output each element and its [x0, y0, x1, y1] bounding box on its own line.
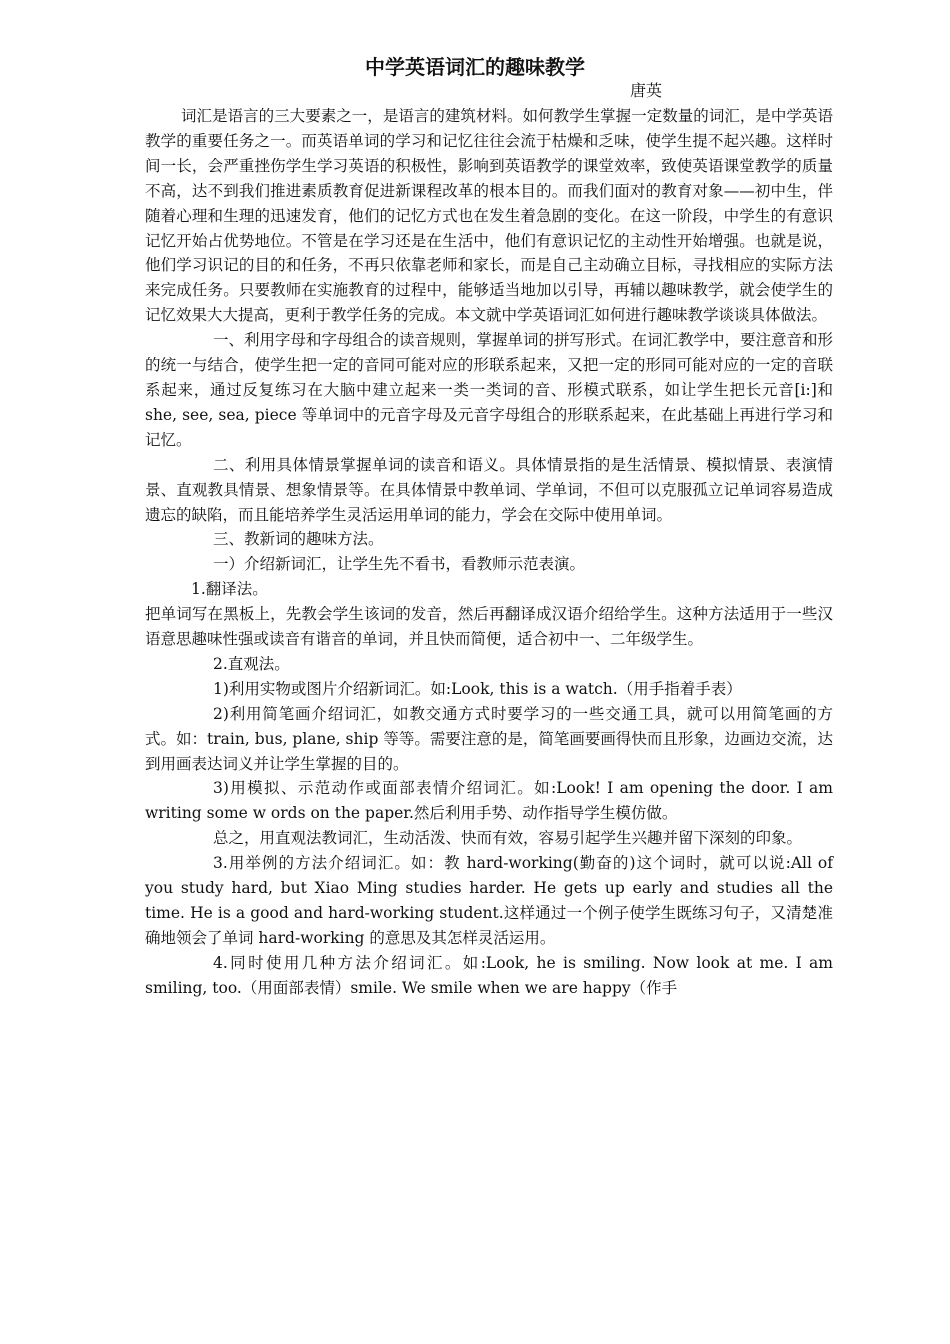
paragraph-method-combined: 4.同时使用几种方法介绍词汇。如:Look, he is smiling. Now look at me. I am smiling, too.（用面部表情）smile. We smile when we are happy（作手: [145, 953, 833, 997]
paragraph-translation-body: 把单词写在黑板上，先教会学生该词的发音，然后再翻译成汉语介绍给学生。这种方法适用于一些汉语意思趣味性强或读音有谐音的单词，并且快而简便，适合初中一、二年级学生。: [145, 605, 833, 649]
paragraph-section-1: 一、利用字母和字母组合的读音规则，掌握单词的拼写形式。在词汇教学中，要注意音和形的统一与结合，使学生把一定的音同可能对应的形联系起来，又把一定的形同可能对应的一定的音联系起来，通过反复练习在大脑中建立起来一类一类词的音、形模式联系，如让学生把长元音[i:]和 she, see, sea, piece 等单词中的元音字母及元音字母组合的形联系起来，在此基础上再进行学习和记忆。: [145, 331, 834, 449]
paragraph-method-direct: 2.直观法。: [213, 654, 290, 673]
paragraph-method-translation: 1.翻译法。: [191, 580, 268, 599]
paragraph-section-2: 二、利用具体情景掌握单词的读音和语义。具体情景指的是生活情景、模拟情景、表演情景、直观教具情景、想象情景等。在具体情景中教单词、学单词，不但可以克服孤立记单词容易造成遗忘的缺陷，而且能培养学生灵活运用单词的能力，学会在交际中使用单词。: [145, 455, 833, 524]
paragraph-summary: 总之，用直观法教词汇，生动活泼、快而有效，容易引起学生兴趣并留下深刻的印象。: [213, 829, 803, 848]
paragraph-direct-1: 1)利用实物或图片介绍新词汇。如:Look, this is a watch.（用手指着手表）: [213, 679, 742, 698]
paragraph-intro: 词汇是语言的三大要素之一，是语言的建筑材料。如何教学生掌握一定数量的词汇，是中学英语教学的重要任务之一。而英语单词的学习和记忆往往会流于枯燥和乏味，使学生提不起兴趣。这样时间一长，会严重挫伤学生学习英语的积极性，影响到英语教学的课堂效率，致使英语课堂教学的质量不高，达不到我们推进素质教育促进新课程改革的根本目的。而我们面对的教育对象——初中生，伴随着心理和生理的迅速发育，他们的记忆方式也在发生着急剧的变化。在这一阶段，中学生的有意识记忆开始占优势地位。不管是在学习还是在生活中，他们有意识记忆的主动性开始增强。也就是说，他们学习识记的目的和任务，不再只依靠老师和家长，而是自己主动确立目标，寻找相应的实际方法来完成任务。只要教师在实施教育的过程中，能够适当地加以引导，再辅以趣味教学，就会使学生的记忆效果大大提高，更利于教学任务的完成。本文就中学英语词汇如何进行趣味教学谈谈具体做法。: [145, 107, 833, 325]
paragraph-direct-2: 2)利用简笔画介绍词汇，如教交通方式时要学习的一些交通工具，就可以用简笔画的方式。如：train, bus, plane, ship 等等。需要注意的是，简笔画要画得快而且形象，边画边交流，达到用画表达词义并让学生掌握的目的。: [145, 704, 833, 773]
paragraph-direct-3: 3)用模拟、示范动作或面部表情介绍词汇。如:Look! I am opening the door. I am writing some w ords on the paper.然后利用手势、动作指导学生模仿做。: [145, 779, 833, 823]
paragraph-section-3-heading: 三、教新词的趣味方法。: [213, 530, 384, 549]
author-name: 唐英: [630, 81, 663, 100]
paragraph-method-example: 3.用举例的方法介绍词汇。如：教 hard-working(勤奋的)这个词时，就可以说:All of you study hard, but Xiao Ming studies harder. He gets up early and studies all the time. He is a good and hard-working student.这样通过一个例子使学生既练习句子，又清楚准确地领会了单词 hard-working 的意思及其怎样灵活运用。: [145, 854, 833, 947]
document-title: 中学英语词汇的趣味教学: [365, 55, 585, 79]
paragraph-subsection-1: 一）介绍新词汇，让学生先不看书，看教师示范表演。: [213, 555, 586, 574]
document-body: [145, 104, 833, 1001]
